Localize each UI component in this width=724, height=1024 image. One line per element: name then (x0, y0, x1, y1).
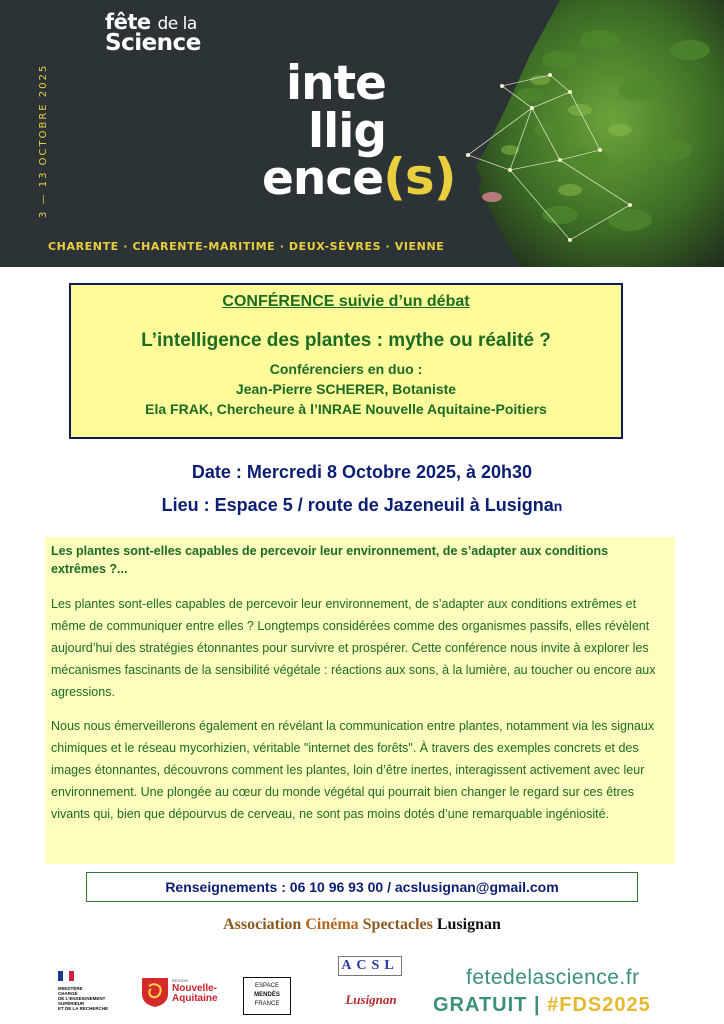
vertical-date: 3 — 13 OCTOBRE 2025 (38, 63, 49, 218)
association-word-4: Lusignan (436, 916, 501, 933)
conference-title-box (69, 283, 623, 439)
conference-title: L’intelligence des plantes : mythe ou réalité ? (141, 330, 551, 351)
intelligence-word-2: llig (308, 104, 386, 159)
association-word-1: Association (223, 916, 302, 933)
region-small-label: RÉGION (172, 978, 188, 983)
ministry-logo (58, 968, 118, 1011)
gratuit-hashtag: GRATUIT | #FDS2025 (433, 994, 651, 1016)
marianne-icon (58, 971, 74, 981)
espace-mendes-france-logo (243, 977, 291, 1015)
nouvelle-aquitaine-logo (140, 976, 225, 1008)
hashtag-label: #FDS2025 (547, 994, 651, 1016)
ministry-line-3: DE L'ENSEIGNEMENT (58, 996, 106, 1001)
intelligence-word-3 (262, 148, 456, 206)
association-word-2: Cinéma (305, 916, 359, 933)
association-name (0, 916, 724, 934)
association-word-3: Spectacles (362, 916, 433, 933)
acsl-logo: ACSL (338, 956, 402, 976)
regions-list: CHARENTE · CHARENTE-MARITIME · DEUX-SÈVRES · VIENNE (48, 240, 445, 253)
description-lead: Les plantes sont-elles capables de percevoir leur environnement, de s’adapter aux conditions extrêmes ?... (51, 544, 609, 576)
event-place-end: n (553, 498, 563, 514)
logo-science-text: Science (105, 30, 201, 56)
logo-de-la-text: de la (157, 14, 197, 34)
logo-fete-text: fête (105, 10, 151, 34)
description-box (45, 537, 675, 864)
contact-info: Renseignements : 06 10 96 93 00 / acslusignan@gmail.com (86, 872, 638, 902)
speaker-2: Ela FRAK, Chercheure à l’INRAE Nouvelle Aquitaine-Poitiers (145, 401, 547, 417)
ministry-line-2: CHARGÉ (58, 991, 78, 996)
event-date: Date : Mercredi 8 Octobre 2025, à 20h30 (191, 462, 533, 482)
intelligence-word-1: inte (286, 56, 386, 111)
website-link[interactable]: fetedelascience.fr (466, 966, 640, 989)
ministry-line-5: ET DE LA RECHERCHE (58, 1006, 109, 1011)
region-name-line-1: Nouvelle- (172, 983, 218, 994)
espace-line-1: ESPACE (255, 983, 279, 989)
intelligence-word-3-main: ence (262, 151, 384, 206)
region-name-line-2: Aquitaine (172, 993, 218, 1004)
event-place-main: Lieu : Espace 5 / route de Jazeneuil à Lusigna (161, 495, 554, 515)
description-paragraph-1: Les plantes sont-elles capables de percevoir leur environnement, de s’adapter aux conditions extrêmes et même de communiquer entre elles ? Longtemps considérées comme des organismes passifs, elles révèlent aujourd’hui des stratégies étonnantes pour survivre et prospérer. Cette conférence nous invite à explorer les mécanismes fascinants de la sensibilité végétale : réactions aux sons, à la lumière, au toucher ou encore aux agressions. (51, 597, 656, 699)
header-banner (0, 0, 724, 267)
fete-de-la-science-logo (105, 12, 201, 55)
ministry-line-4: SUPÉRIEUR (58, 1001, 85, 1006)
conference-heading: CONFÉRENCE suivie d’un débat (222, 293, 470, 310)
espace-line-3: FRANCE (254, 1001, 280, 1007)
speakers-intro: Conférenciers en duo : (269, 361, 423, 377)
gratuit-label: GRATUIT (433, 994, 528, 1016)
lion-shield-icon (140, 976, 170, 1008)
ministry-line-1: MINISTÈRE (58, 986, 83, 991)
lusignan-logo: Lusignan (345, 992, 397, 1007)
event-place (0, 495, 724, 516)
espace-line-2: MENDÈS (254, 992, 280, 998)
description-paragraph-2: Nous nous émerveillerons également en révélant la communication entre plantes, notamment via les signaux chimiques et le réseau mycorhizien, véritable "internet des forêts". À travers des exemples concrets et des images étonnantes, découvrons comment les plantes, loin d’être inertes, interagissent activement avec leur environnement. Une plongée au cœur du monde végétal qui pourrait bien changer le regard sur ces êtres vivants qui, bien que dépourvus de cerveau, ne sont pas moins dotés d’une remarquable ingéniosité. (51, 719, 655, 821)
speaker-1: Jean-Pierre SCHERER, Botaniste (235, 381, 457, 397)
intelligence-word-3-suffix: (s) (383, 148, 456, 206)
leaf-face-illustration (440, 0, 724, 267)
